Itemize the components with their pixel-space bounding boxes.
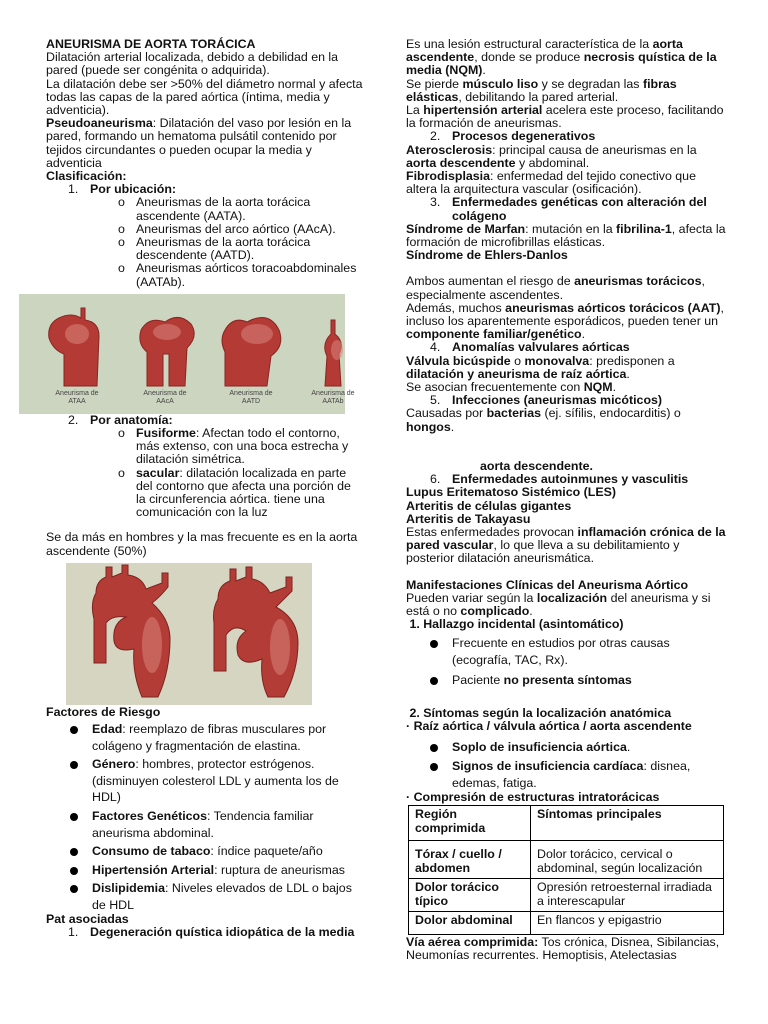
sacular-term: sacular bbox=[136, 465, 180, 480]
text-run: , debilitando la pared arterial. bbox=[458, 89, 619, 104]
list-item bbox=[46, 843, 364, 860]
list-item bbox=[46, 236, 364, 262]
text-run: aneurismas aórticos torácicos (AAT) bbox=[505, 300, 721, 315]
fusiform-saccular-illustration bbox=[66, 563, 312, 705]
risk-text: : Tendencia familiar aneurisma abdominal. bbox=[92, 809, 314, 840]
list-item bbox=[406, 739, 726, 756]
text-run: Pueden variar según la bbox=[406, 590, 537, 605]
list-item bbox=[46, 427, 364, 467]
bullet-dot-icon bbox=[70, 885, 78, 893]
text-run: Causadas por bbox=[406, 406, 487, 421]
text-run: fibrilina-1 bbox=[616, 221, 672, 236]
doc-title: ANEURISMA DE AORTA TORÁCICA bbox=[46, 37, 256, 51]
arteritis-takayasu: Arteritis de Takayasu bbox=[406, 511, 531, 526]
text-run: . bbox=[581, 327, 586, 342]
text-run: aorta ascendente bbox=[406, 37, 683, 65]
geneticas-title: Enfermedades genéticas con alteración del colágeno bbox=[452, 195, 707, 223]
bullet-dot-icon bbox=[430, 677, 438, 685]
text-run: . bbox=[612, 380, 617, 395]
text-run: Aterosclerosis bbox=[406, 142, 493, 157]
table-row bbox=[409, 840, 724, 878]
aneurysm-location-figure bbox=[19, 294, 355, 414]
table-row bbox=[409, 878, 724, 911]
text-run: monovalva bbox=[524, 353, 590, 368]
degenerativos-heading bbox=[406, 130, 726, 143]
list-item bbox=[46, 756, 364, 806]
text-run: necrosis quística de la media (NQM) bbox=[406, 50, 717, 78]
table-cell: En flancos y epigastrio bbox=[531, 911, 724, 934]
list-number: 1. bbox=[68, 924, 79, 939]
risk-text: : Niveles elevados de LDL o bajos de HDL bbox=[92, 881, 352, 913]
text-run: del aneurisma y si está o no bbox=[406, 590, 711, 618]
bullet-dot-icon bbox=[70, 726, 78, 734]
list-item bbox=[46, 862, 364, 879]
text-run: : enfermedad del tejido conectivo que altera la arquitectura vascular (osificación). bbox=[406, 169, 696, 197]
list-number: 4. bbox=[430, 340, 441, 355]
hallazgo-item: Frecuente en estudios por otras causas (ecografía, TAC, Rx). bbox=[452, 636, 670, 667]
text-run: hipertensión arterial bbox=[423, 103, 543, 118]
text-run: bacterias bbox=[486, 406, 542, 421]
text-run: Fibrodisplasia bbox=[406, 169, 490, 184]
bullet-dot-icon bbox=[430, 744, 438, 752]
hta-paragraph bbox=[406, 104, 726, 130]
bullet-marker: o bbox=[118, 465, 125, 480]
bullet-marker: o bbox=[118, 426, 125, 441]
risk-term: Consumo de tabaco bbox=[92, 844, 211, 859]
list-item bbox=[46, 808, 364, 841]
compression-table bbox=[408, 805, 724, 935]
hallazgo-heading: 1. Hallazgo incidental (asintomático) bbox=[406, 617, 624, 632]
text-run: fibras elásticas bbox=[406, 76, 677, 104]
text-run: inflamación crónica de la pared vascular bbox=[406, 524, 726, 553]
text-run: dilatación y aneurisma de raíz aórtica bbox=[406, 366, 627, 381]
ubicacion-item: Aneurismas aórticos toracoabdominales (AATAb). bbox=[136, 261, 357, 289]
list-number: 3. bbox=[430, 195, 441, 210]
list-number: 1. bbox=[68, 182, 79, 197]
risk-text: : ruptura de aneurismas bbox=[214, 862, 345, 877]
pseudo-text: : Dilatación del vaso por lesión en la pared, formando un hematoma pulsátil contenido por tejidos circundantes o pueden ocupar la media y adventicia bbox=[46, 116, 352, 170]
marfan-paragraph bbox=[406, 223, 726, 249]
list-item bbox=[406, 635, 726, 668]
via-aerea-paragraph bbox=[406, 936, 726, 962]
table-cell: Dolor abdominal bbox=[409, 911, 531, 934]
table-header-row bbox=[409, 805, 724, 840]
table-cell: Dolor torácico, cervical o abdominal, según localización bbox=[531, 840, 724, 878]
bullet-dot-icon bbox=[430, 763, 438, 771]
infecciones-title: Infecciones (aneurismas micóticos) bbox=[452, 393, 663, 408]
risk-text: : hombres, protector estrógenos. (disminuyen colesterol LDL y aumenta los de HDL) bbox=[92, 757, 339, 805]
bullet-dot-icon bbox=[70, 848, 78, 856]
raiz-aortica: · Raíz aórtica / válvula aórtica / aorta ascendente bbox=[406, 719, 692, 734]
list-item bbox=[46, 262, 364, 288]
text-run: Soplo de insuficiencia aórtica bbox=[452, 739, 627, 754]
valvula-paragraph bbox=[406, 355, 726, 381]
autoinmunes-heading bbox=[406, 473, 726, 486]
text-run: NQM bbox=[583, 380, 613, 395]
bullet-dot-icon bbox=[70, 813, 78, 821]
text-run: , donde se produce bbox=[474, 50, 584, 65]
risk-term: Género bbox=[92, 757, 136, 772]
text-run: no presenta síntomas bbox=[503, 672, 632, 687]
bullet-dot-icon bbox=[70, 867, 78, 875]
risk-term: Hipertensión Arterial bbox=[92, 862, 215, 877]
aorta-descendente-fragment: aorta descendente. bbox=[480, 458, 593, 473]
text-run: Es una lesión estructural característica de la bbox=[406, 37, 653, 51]
fusiforme-term: Fusiforme bbox=[136, 426, 196, 441]
figure-caption-aaca: Aneurisma de AAcA bbox=[143, 389, 187, 405]
aterosclerosis-paragraph bbox=[406, 144, 726, 170]
fusiforme-text: : Afectan todo el contorno, más extenso, con una boca estrecha y dilatación simétrica. bbox=[136, 426, 349, 467]
text-run: , especialmente ascendentes. bbox=[406, 274, 705, 302]
valvulares-title: Anomalías valvulares aórticas bbox=[452, 340, 630, 355]
bullet-marker: o bbox=[118, 221, 125, 236]
pseudoaneurisma-paragraph bbox=[46, 117, 364, 170]
text-run: componente familiar/genético bbox=[406, 327, 582, 342]
ubicacion-item: Aneurismas del arco aórtico (AAcA). bbox=[136, 221, 336, 236]
manifestaciones-heading: Manifestaciones Clínicas del Aneurisma Aórtico bbox=[406, 577, 689, 592]
ademas-paragraph bbox=[406, 302, 726, 342]
text-run: , lo que lleva a su debilitamiento y posterior dilatación aneurismática. bbox=[406, 538, 680, 566]
text-run: aorta descendente bbox=[406, 155, 516, 170]
les: Lupus Eritematoso Sistémico (LES) bbox=[406, 485, 616, 500]
risk-text: : índice paquete/año bbox=[210, 844, 323, 859]
text-run: localización bbox=[536, 590, 608, 605]
list-number: 2. bbox=[430, 129, 441, 144]
autoinmunes-title: Enfermedades autoinmunes y vasculitis bbox=[452, 472, 689, 487]
table-cell: Dolor torácico típico bbox=[409, 878, 531, 911]
aneurysm-type-figure bbox=[66, 563, 312, 705]
fibrodisplasia-paragraph bbox=[406, 170, 726, 196]
text-run: y se degradan las bbox=[538, 76, 643, 91]
text-run: Paciente bbox=[452, 672, 504, 687]
right-column bbox=[406, 38, 726, 962]
risk-term: Factores Genéticos bbox=[92, 809, 208, 824]
epidemiology-text: Se da más en hombres y la mas frecuente es en la aorta ascendente (50%) bbox=[46, 530, 358, 558]
ehlers-danlos: Síndrome de Ehlers-Danlos bbox=[406, 248, 568, 263]
ubicacion-item: Aneurismas de la aorta torácica descendente (AATD). bbox=[136, 235, 311, 263]
pat1-title: Degeneración quística idiopática de la media bbox=[90, 924, 355, 939]
risk-term: Edad bbox=[92, 722, 123, 737]
risk-factors-heading: Factores de Riesgo bbox=[46, 704, 161, 719]
anatomia-title: Por anatomía: bbox=[90, 412, 173, 427]
clasificacion-heading: Clasificación: bbox=[46, 169, 127, 184]
text-run: , incluso los aparentemente esporádicos, pueden tener un bbox=[406, 300, 724, 329]
bullet-dot-icon bbox=[70, 761, 78, 769]
inflamacion-paragraph bbox=[406, 526, 726, 566]
list-item bbox=[46, 467, 364, 520]
text-run: (ej. sífilis, endocarditis) o bbox=[541, 406, 681, 421]
text-run: Signos de insuficiencia cardíaca bbox=[452, 759, 644, 774]
manifestaciones-paragraph bbox=[406, 592, 726, 618]
list-item bbox=[46, 880, 364, 913]
sacular-text: : dilatación localizada en parte del contorno que afecta una porción de la circunferencia aórtica. tiene una comunicación con la luz bbox=[136, 465, 351, 520]
list-number: 5. bbox=[430, 393, 441, 408]
definition-1: Dilatación arterial localizada, debido a debilidad en la pared (puede ser congénita o adquirida). bbox=[46, 50, 339, 78]
text-run: hongos bbox=[406, 419, 451, 434]
infecciones-paragraph bbox=[406, 407, 726, 433]
text-run: Síndrome de Marfan bbox=[406, 221, 526, 236]
text-run: . bbox=[529, 603, 533, 618]
text-run: . bbox=[626, 739, 631, 754]
text-run: , afecta la formación de microfibrillas elásticas. bbox=[406, 221, 726, 250]
degenerativos-title: Procesos degenerativos bbox=[452, 129, 596, 144]
risk-term: Dislipidemia bbox=[92, 881, 165, 896]
figure-caption-aatd: Aneurisma de AATD bbox=[229, 389, 273, 405]
text-run: Válvula bicúspide bbox=[406, 353, 511, 368]
bullet-dot-icon bbox=[430, 640, 438, 648]
text-run: acelera este proceso, facilitando la formación de aneurismas. bbox=[406, 103, 724, 131]
text-run: . bbox=[482, 63, 486, 78]
compresion-heading: · Compresión de estructuras intratorácicas bbox=[406, 790, 660, 805]
ubicacion-title: Por ubicación: bbox=[90, 182, 177, 197]
ambos-paragraph bbox=[406, 275, 726, 301]
text-run: Se asocian frecuentemente con bbox=[406, 380, 584, 395]
table-cell: Opresión retroesternal irradiada a interescapular bbox=[531, 878, 724, 911]
text-run: : principal causa de aneurismas en la bbox=[492, 142, 697, 157]
table-header-cell: Síntomas principales bbox=[531, 805, 724, 840]
list-item bbox=[406, 672, 726, 689]
list-item bbox=[46, 196, 364, 222]
text-run: : predisponen a bbox=[589, 353, 675, 368]
text-run: . bbox=[450, 419, 455, 434]
bullet-marker: o bbox=[118, 195, 125, 210]
pseudo-term: Pseudoaneurisma bbox=[46, 116, 153, 131]
sintomas-heading: 2. Síntomas según la localización anatómica bbox=[406, 706, 672, 721]
infecciones-heading bbox=[406, 394, 726, 407]
text-run: Vía aérea comprimida: bbox=[406, 934, 539, 949]
figure-caption-aatab: Aneurisma de AATAb bbox=[311, 389, 355, 405]
bullet-marker: o bbox=[118, 235, 125, 250]
figure-caption-ataa: Aneurisma de ATAA bbox=[55, 389, 99, 405]
list-number: 2. bbox=[68, 412, 79, 427]
table-header-cell: Región comprimida bbox=[409, 805, 531, 840]
arteritis-celulas: Arteritis de células gigantes bbox=[406, 498, 572, 513]
list-item bbox=[46, 721, 364, 754]
risk-text: : reemplazo de fibras musculares por colágeno y fragmentación de elastina. bbox=[92, 722, 327, 753]
text-run: y abdominal. bbox=[515, 155, 590, 170]
text-run: La bbox=[406, 103, 424, 118]
text-run: Estas enfermedades provocan bbox=[406, 524, 578, 539]
text-run: complicado bbox=[460, 603, 530, 618]
geneticas-heading bbox=[406, 196, 726, 222]
text-run: : mutación en la bbox=[525, 221, 617, 236]
text-run: o bbox=[510, 353, 525, 368]
text-run: Se pierde bbox=[406, 76, 463, 91]
text-run: Ambos aumentan el riesgo de bbox=[406, 274, 575, 289]
bullet-marker: o bbox=[118, 261, 125, 276]
valvulares-heading bbox=[406, 341, 726, 354]
text-run: aneurismas torácicos bbox=[574, 274, 702, 289]
text-run: . bbox=[626, 366, 630, 381]
text-run: : disnea, edemas, fatiga. bbox=[452, 759, 691, 790]
list-item bbox=[406, 758, 726, 791]
text-run: Tos crónica, Disnea, Sibilancias, Neumonías recurrentes. Hemoptisis, Atelectasias bbox=[406, 934, 720, 962]
list-number: 6. bbox=[430, 472, 441, 487]
ubicacion-item: Aneurismas de la aorta torácica ascendente (AATA). bbox=[136, 195, 311, 223]
text-run: Además, muchos bbox=[406, 300, 506, 315]
pat-asociadas-heading: Pat asociadas bbox=[46, 911, 129, 926]
table-cell: Tórax / cuello / abdomen bbox=[409, 840, 531, 878]
table-row bbox=[409, 911, 724, 934]
nqm-paragraph bbox=[406, 38, 726, 78]
pat1-heading bbox=[46, 926, 364, 939]
musculo-paragraph bbox=[406, 78, 726, 104]
left-column bbox=[46, 38, 364, 939]
definition-2: La dilatación debe ser >50% del diámetro normal y afecta todas las capas de la pared aórtica (íntima, media y adventicia). bbox=[46, 76, 363, 118]
text-run: músculo liso bbox=[462, 76, 539, 91]
